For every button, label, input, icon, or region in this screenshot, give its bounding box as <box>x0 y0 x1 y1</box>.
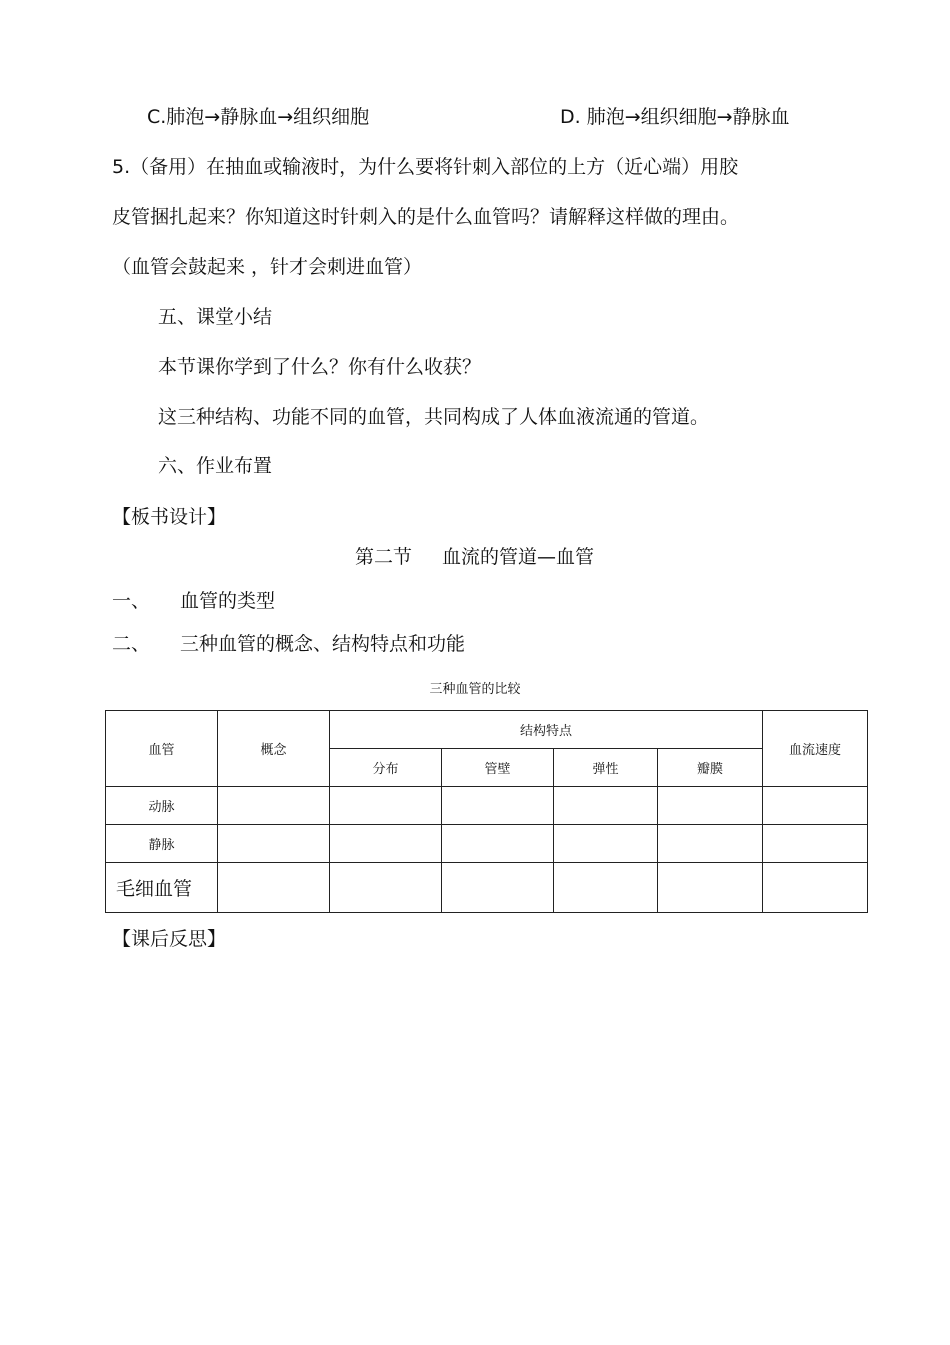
table-cell <box>218 825 330 863</box>
board-title-topic: 血流的管道—血管 <box>442 546 595 568</box>
row-label-artery: 动脉 <box>106 787 218 825</box>
board-item-number: 二、 <box>112 633 151 655</box>
header-valve: 瓣膜 <box>658 749 763 787</box>
header-wall: 管壁 <box>442 749 554 787</box>
table-row <box>106 863 868 913</box>
table-cell <box>218 863 330 913</box>
question-5-line-1: 5.（备用）在抽血或输液时，为什么要将针刺入部位的上方（近心端）用胶 <box>112 156 739 178</box>
table-cell <box>554 825 658 863</box>
vessel-comparison-table <box>105 710 868 913</box>
header-structure: 结构特点 <box>330 711 763 749</box>
row-label-vein: 静脉 <box>106 825 218 863</box>
table-cell <box>554 787 658 825</box>
question-5-answer: （血管会鼓起来 ，针才会刺进血管） <box>112 256 423 278</box>
reflection-heading: 【课后反思】 <box>112 928 227 950</box>
homework-heading: 六、作业布置 <box>158 455 273 477</box>
table-cell <box>763 863 868 913</box>
header-elasticity: 弹性 <box>554 749 658 787</box>
row-label-capillary: 毛细血管 <box>106 863 218 913</box>
summary-line-1: 本节课你学到了什么？你有什么收获？ <box>158 356 482 378</box>
table-cell <box>330 863 442 913</box>
board-title-section: 第二节 <box>355 546 413 568</box>
summary-heading: 五、课堂小结 <box>158 306 273 328</box>
table-cell <box>330 787 442 825</box>
table-cell <box>554 863 658 913</box>
header-flow-speed: 血流速度 <box>763 711 868 787</box>
table-cell <box>658 825 763 863</box>
summary-line-2: 这三种结构、功能不同的血管，共同构成了人体血液流通的管道。 <box>158 406 710 428</box>
table-cell <box>763 787 868 825</box>
table-cell <box>442 863 554 913</box>
table-cell <box>218 787 330 825</box>
header-concept: 概念 <box>218 711 330 787</box>
board-item-text: 血管的类型 <box>180 590 276 612</box>
option-c: C.肺泡→静脉血→组织细胞 <box>147 106 370 128</box>
table-cell <box>763 825 868 863</box>
board-item-number: 一、 <box>112 590 151 612</box>
option-d: D. 肺泡→组织细胞→静脉血 <box>560 106 790 128</box>
board-item-text: 三种血管的概念、结构特点和功能 <box>180 633 466 655</box>
question-5-line-2: 皮管捆扎起来？你知道这时针刺入的是什么血管吗？请解释这样做的理由。 <box>112 206 740 228</box>
table-row <box>106 787 868 825</box>
board-design-heading: 【板书设计】 <box>112 506 227 528</box>
table-cell <box>330 825 442 863</box>
table-cell <box>658 787 763 825</box>
table-cell <box>442 825 554 863</box>
board-item <box>112 635 465 654</box>
header-distribution: 分布 <box>330 749 442 787</box>
header-vessel: 血管 <box>106 711 218 787</box>
table-cell <box>658 863 763 913</box>
board-item <box>112 592 275 611</box>
board-title <box>355 548 594 567</box>
table-row <box>106 825 868 863</box>
table-caption: 三种血管的比较 <box>429 682 521 697</box>
table-cell <box>442 787 554 825</box>
